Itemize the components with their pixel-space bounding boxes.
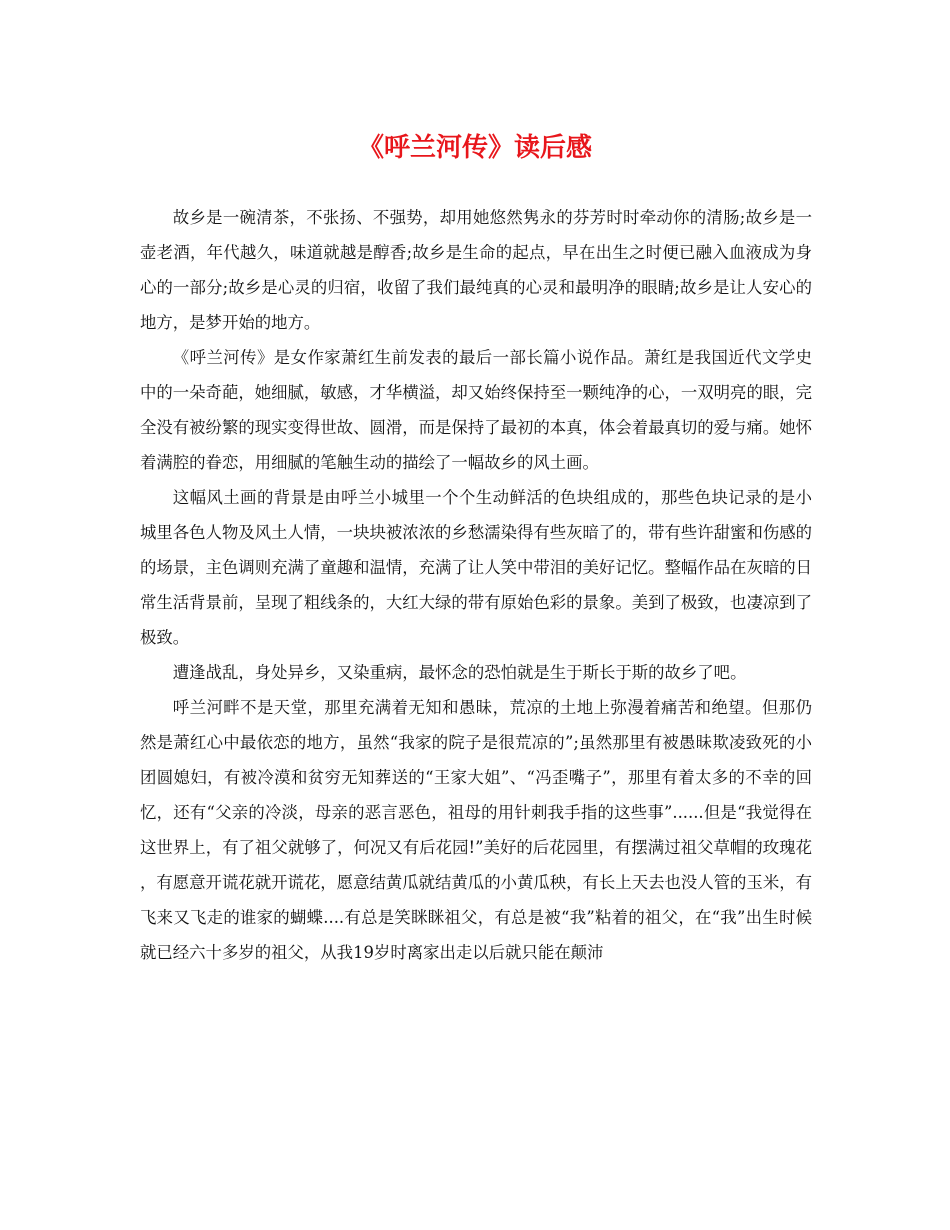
paragraph-war-exile: 遭逢战乱，身处异乡，又染重病，最怀念的恐怕就是生于斯长于斯的故乡了吧。 (172, 663, 747, 682)
document-body (140, 200, 812, 970)
paragraph-landscape-painting: 这幅风土画的背景是由呼兰小城里一个个生动鲜活的色块组成的，那些色块记录的是小城里各色人物及风土人情，一块块被浓浓的乡愁濡染得有些灰暗了的，带有些许甜蜜和伤感的的场景，主色调则充满了童趣和温情，充满了让人笑中带泪的美好记忆。整幅作品在灰暗的日常生活背景前，呈现了粗线条的，大红大绿的带有原始色彩的景象。美到了极致，也凄凉到了极致。 (140, 488, 813, 647)
paragraph-xiaohong-intro: 《呼兰河传》是女作家萧红生前发表的最后一部长篇小说作品。萧红是我国近代文学史中的一朵奇葩，她细腻，敏感，才华横溢，却又始终保持至一颗纯净的心，一双明亮的眼，完全没有被纷繁的现实变得世故、圆滑，而是保持了最初的本真，体会着最真切的爱与痛。她怀着满腔的眷恋，用细腻的笔触生动的描绘了一幅故乡的风土画。 (140, 348, 813, 472)
paragraph-hulan-river: 呼兰河畔不是天堂，那里充满着无知和愚昧，荒凉的土地上弥漫着痛苦和绝望。但那仍然是萧红心中最依恋的地方，虽然“我家的院子是很荒凉的”;虽然那里有被愚昧欺凌致死的小团圆媳妇，有被冷漠和贫穷无知葬送的“王家大姐”、“冯歪嘴子”，那里有着太多的不幸的回忆，还有“父亲的冷淡，母亲的恶言恶色，祖母的用针刺我手指的这些事”......但是“我觉得在这世界上，有了祖父就够了，何况又有后花园!”美好的后花园里，有摆满过祖父草帽的玫瑰花，有愿意开谎花就开谎花，愿意结黄瓜就结黄瓜的小黄瓜秧，有长上天去也没人管的玉米，有飞来又飞走的谁家的蝴蝶....有总是笑眯眯祖父，有总是被“我”粘着的祖父，在“我”出生时候就已经六十多岁的祖父，从我19岁时离家出走以后就只能在颠沛 (140, 698, 813, 962)
paragraph-hometown: 故乡是一碗清茶，不张扬、不强势，却用她悠然隽永的芬芳时时牵动你的清肠;故乡是一壶老酒，年代越久，味道就越是醇香;故乡是生命的起点，早在出生之时便已融入血液成为身心的一部分;故乡是心灵的归宿，收留了我们最纯真的心灵和最明净的眼睛;故乡是让人安心的地方，是梦开始的地方。 (140, 208, 812, 332)
document-title: 《呼兰河传》读后感 (357, 133, 592, 163)
